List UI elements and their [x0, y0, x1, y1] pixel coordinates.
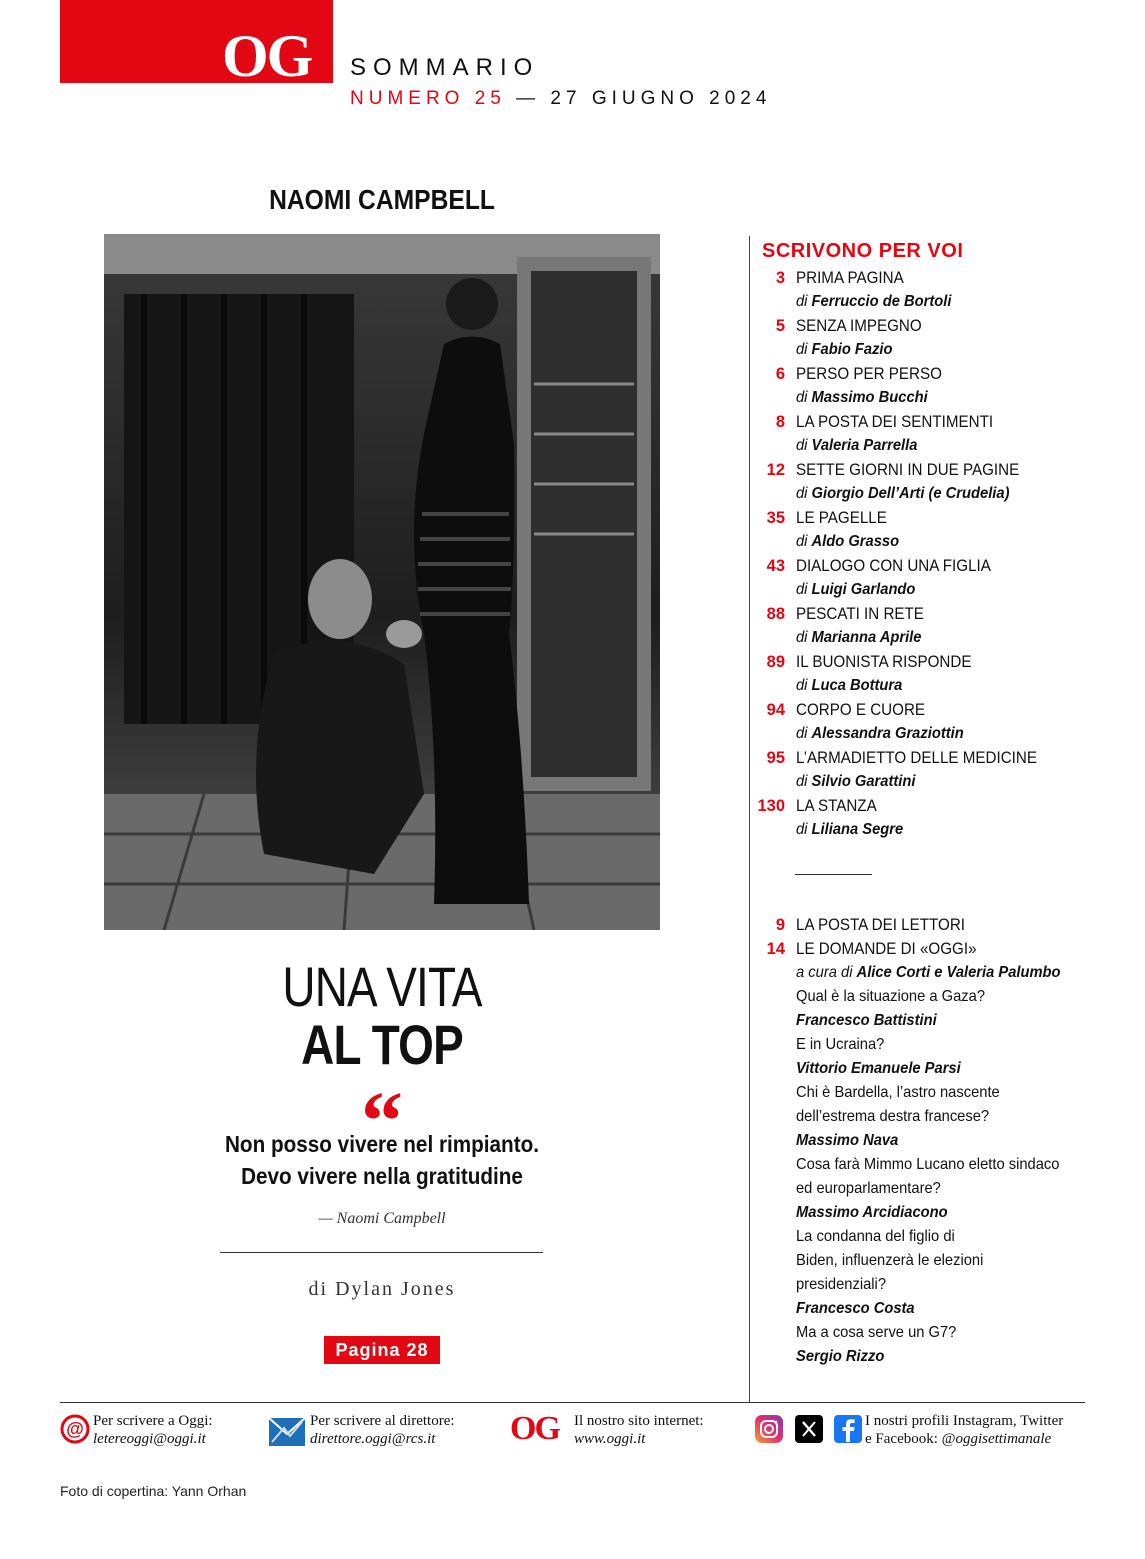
column-title: LE PAGELLE	[796, 508, 887, 527]
curated-by: a cura di Alice Corti e Valeria Palumbo	[796, 964, 1061, 981]
page-number: 94	[766, 700, 785, 719]
feature-title-line1: UNA VITA	[282, 955, 482, 1018]
list-item[interactable]	[750, 937, 1130, 961]
list-item[interactable]	[750, 794, 1130, 842]
pull-quote	[132, 1128, 632, 1192]
column-author: Massimo Bucchi	[811, 389, 928, 406]
page-number: 89	[766, 652, 785, 671]
divider	[795, 874, 872, 875]
footer-director: Per scrivere al direttore: direttore.oggi@rcs.it	[310, 1413, 455, 1447]
issue-separator: —	[516, 88, 541, 109]
answer-author: Sergio Rizzo	[796, 1348, 885, 1365]
question: Biden, influenzerà le elezioni	[796, 1252, 984, 1269]
page-number: 35	[766, 508, 785, 527]
column-byline: di Marianna Aprile	[796, 629, 922, 646]
feature-title-line2: AL TOP	[301, 1013, 463, 1076]
footer-divider	[60, 1402, 1085, 1403]
answer-author: Francesco Costa	[796, 1300, 915, 1317]
issue-line	[350, 88, 771, 110]
column-title: LA POSTA DEI LETTORI	[796, 915, 966, 934]
page-number: 130	[757, 796, 785, 815]
envelope-icon	[268, 1414, 306, 1453]
column-title: LA STANZA	[796, 796, 877, 815]
column-byline: di Liliana Segre	[796, 821, 904, 838]
column-author: Luca Bottura	[811, 677, 903, 694]
column-title: DIALOGO CON UNA FIGLIA	[796, 556, 991, 575]
instagram-icon[interactable]	[754, 1414, 784, 1449]
svg-text:@: @	[66, 1419, 84, 1439]
quote-author: — Naomi Campbell	[318, 1210, 446, 1227]
byline: di Dylan Jones	[308, 1278, 456, 1300]
column-title: CORPO E CUORE	[796, 700, 926, 719]
readers-list	[750, 913, 1130, 1369]
pull-quote-line1: Non posso vivere nel rimpianto.	[224, 1131, 540, 1157]
page-badge[interactable]: Pagina 28	[324, 1336, 440, 1364]
divider	[220, 1252, 543, 1253]
column-byline: di Luca Bottura	[796, 677, 903, 694]
column-title: IL BUONISTA RISPONDE	[796, 652, 972, 671]
page-number: 14	[766, 939, 785, 958]
question: E in Ucraina?	[796, 1036, 885, 1053]
social-handle[interactable]: @oggisettimanale	[941, 1431, 1052, 1447]
column-byline: di Alessandra Graziottin	[796, 725, 964, 742]
photo-credit: Foto di copertina: Yann Orhan	[60, 1483, 247, 1499]
question: Chi è Bardella, l’astro nascente	[796, 1084, 1000, 1101]
site-link[interactable]: www.oggi.it	[574, 1431, 646, 1447]
answer-author: Massimo Arcidiacono	[796, 1204, 948, 1221]
column-author: Valeria Parrella	[811, 437, 918, 454]
toc-section-title: SCRIVONO PER VOI	[762, 240, 964, 262]
question: dell’estrema destra francese?	[796, 1108, 990, 1125]
page-number: 5	[775, 316, 785, 335]
issue-number: NUMERO 25	[350, 88, 506, 109]
column-byline: di Silvio Garattini	[796, 773, 916, 790]
footer-social: I nostri profili Instagram, Twitter e Facebook: @oggisettimanale	[865, 1413, 1064, 1447]
column-title: LE DOMANDE DI «OGGI»	[796, 939, 977, 958]
footer-site: Il nostro sito internet: www.oggi.it	[574, 1413, 704, 1447]
column-author: Silvio Garattini	[811, 773, 916, 790]
cover-photo-illustration	[104, 234, 660, 930]
column-author: Luigi Garlando	[811, 581, 916, 598]
footer-write: Per scrivere a Oggi: letereoggi@oggi.it	[93, 1413, 213, 1447]
column-byline: di Luigi Garlando	[796, 581, 916, 598]
column-byline: di Fabio Fazio	[796, 341, 893, 358]
column-author: Alessandra Graziottin	[811, 725, 964, 742]
column-title: SETTE GIORNI IN DUE PAGINE	[796, 460, 1020, 479]
list-item[interactable]	[750, 746, 1130, 794]
column-byline: di Giorgio Dell’Arti (e Crudelia)	[796, 485, 1010, 502]
column-title: PRIMA PAGINA	[796, 268, 904, 287]
column-author: Giorgio Dell’Arti (e Crudelia)	[811, 485, 1010, 502]
at-sign-icon	[60, 1414, 90, 1449]
list-item[interactable]	[750, 554, 1130, 602]
column-title: LA POSTA DEI SENTIMENTI	[796, 412, 994, 431]
page-number: 6	[775, 364, 785, 383]
page-number: 43	[766, 556, 785, 575]
column-title: PERSO PER PERSO	[796, 364, 942, 383]
column-author: Liliana Segre	[811, 821, 904, 838]
question: Qual è la situazione a Gaza?	[796, 988, 986, 1005]
x-twitter-icon[interactable]	[794, 1414, 824, 1449]
column-byline: di Ferruccio de Bortoli	[796, 293, 952, 310]
magazine-logo: OG	[222, 23, 312, 89]
list-item[interactable]	[750, 458, 1130, 506]
column-author: Fabio Fazio	[811, 341, 893, 358]
column-author: Aldo Grasso	[811, 533, 900, 550]
pull-quote-line2: Devo vivere nella gratitudine	[241, 1163, 523, 1189]
column-title: PESCATI IN RETE	[796, 604, 924, 623]
question: presidenziali?	[796, 1276, 887, 1293]
site-logo: OG	[510, 1410, 559, 1447]
page-number: 3	[775, 268, 785, 287]
list-item[interactable]	[750, 506, 1130, 554]
column-byline: di Aldo Grasso	[796, 533, 900, 550]
cover-photo	[104, 234, 660, 930]
issue-date: 27 GIUGNO 2024	[550, 88, 772, 109]
page-number: 88	[766, 604, 785, 623]
email-link[interactable]: direttore.oggi@rcs.it	[310, 1431, 436, 1447]
list-item[interactable]	[750, 314, 1130, 362]
column-author: Ferruccio de Bortoli	[811, 293, 952, 310]
question: La condanna del figlio di	[796, 1228, 955, 1245]
feature-kicker: NAOMI CAMPBELL	[269, 184, 495, 215]
column-author: Marianna Aprile	[811, 629, 922, 646]
column-title: SENZA IMPEGNO	[796, 316, 922, 335]
answer-author: Vittorio Emanuele Parsi	[796, 1060, 961, 1077]
answer-author: Massimo Nava	[796, 1132, 899, 1149]
facebook-icon[interactable]	[833, 1414, 863, 1449]
section-title: SOMMARIO	[350, 54, 540, 81]
question: Cosa farà Mimmo Lucano eletto sindaco	[796, 1156, 1060, 1173]
page-number: 8	[775, 412, 785, 431]
list-item[interactable]	[750, 602, 1130, 650]
column-title: L’ARMADIETTO DELLE MEDICINE	[796, 748, 1037, 767]
page-number: 12	[766, 460, 785, 479]
answer-author: Francesco Battistini	[796, 1012, 937, 1029]
list-item[interactable]	[750, 698, 1130, 746]
page-number: 9	[775, 915, 785, 934]
list-item[interactable]	[750, 410, 1130, 458]
email-link[interactable]: letereoggi@oggi.it	[93, 1431, 206, 1447]
question: Ma a cosa serve un G7?	[796, 1324, 957, 1341]
column-byline: di Massimo Bucchi	[796, 389, 928, 406]
list-item[interactable]	[750, 650, 1130, 698]
columns-list	[750, 266, 1130, 842]
quote-mark-icon: “	[361, 1075, 403, 1168]
list-item[interactable]	[750, 913, 1130, 937]
list-item[interactable]	[750, 362, 1130, 410]
page-number: 95	[766, 748, 785, 767]
list-item[interactable]	[750, 266, 1130, 314]
column-byline: di Valeria Parrella	[796, 437, 918, 454]
question: ed europarlamentare?	[796, 1180, 941, 1197]
